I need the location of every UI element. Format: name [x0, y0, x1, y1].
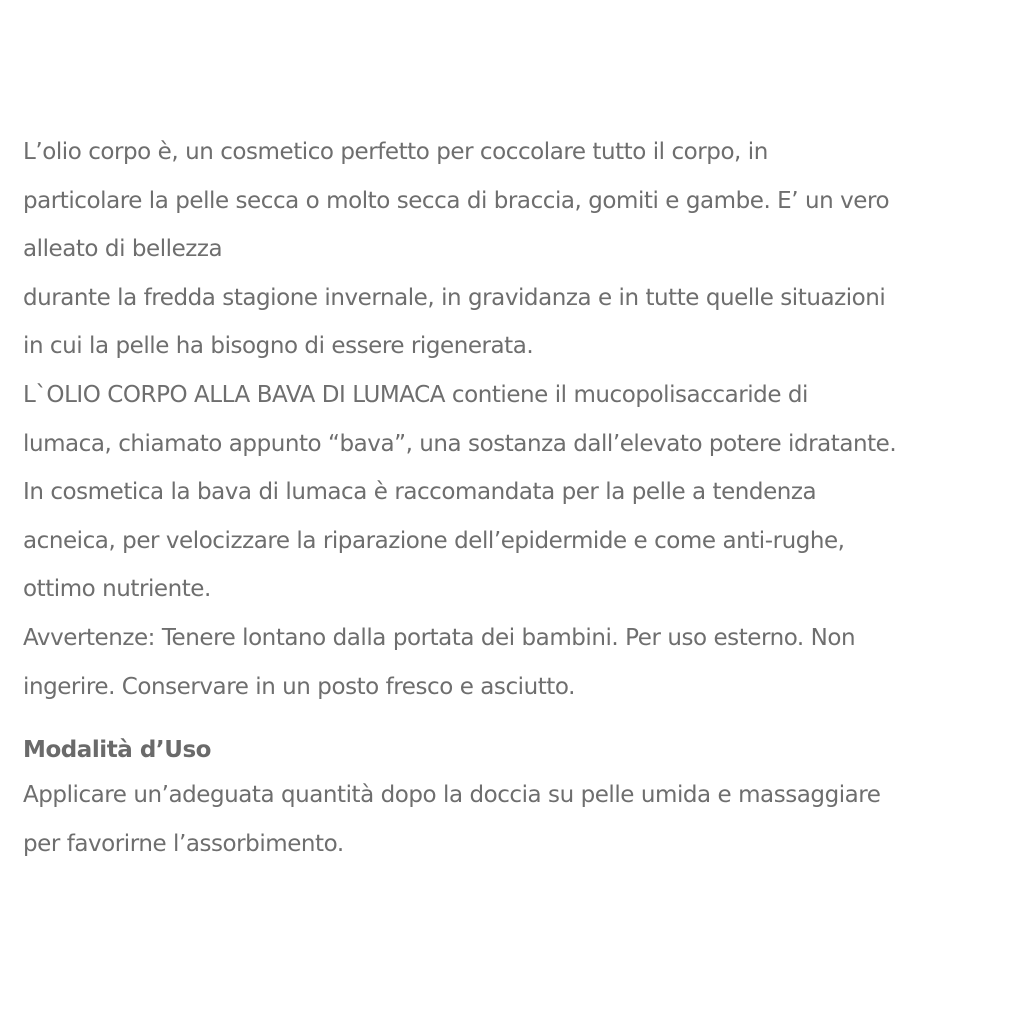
usage-section — [23, 729, 1013, 868]
product-description — [23, 128, 1013, 868]
description-line: ottimo nutriente. — [23, 576, 211, 603]
description-line: ingerire. Conservare in un posto fresco e asciutto. — [23, 673, 575, 700]
description-line: L’olio corpo è, un cosmetico perfetto per coccolare tutto il corpo, in — [23, 139, 768, 165]
description-line: L`OLIO CORPO ALLA BAVA DI LUMACA contiene il mucopolisaccaride di — [23, 381, 808, 408]
description-line: particolare la pelle secca o molto secca di braccia, gomiti e gambe. E’ un vero — [23, 187, 890, 214]
description-line: lumaca, chiamato appunto “bava”, una sostanza dall’elevato potere idratante. — [23, 430, 897, 457]
description-line: acneica, per velocizzare la riparazione dell’epidermide e come anti-rughe, — [23, 527, 845, 554]
usage-line: Applicare un’adeguata quantità dopo la doccia su pelle umida e massaggiare — [23, 782, 881, 809]
usage-heading: Modalità d’Uso — [23, 737, 212, 764]
description-line: In cosmetica la bava di lumaca è raccomandata per la pelle a tendenza — [23, 479, 817, 506]
description-line: durante la fredda stagione invernale, in gravidanza e in tutte quelle situazioni — [23, 284, 886, 311]
description-line: Avvertenze: Tenere lontano dalla portata dei bambini. Per uso esterno. Non — [23, 624, 856, 651]
description-line: alleato di bellezza — [23, 236, 223, 263]
description-line: in cui la pelle ha bisogno di essere rigenerata. — [23, 333, 534, 360]
usage-line: per favorirne l’assorbimento. — [23, 830, 344, 857]
description-text — [23, 128, 1013, 711]
